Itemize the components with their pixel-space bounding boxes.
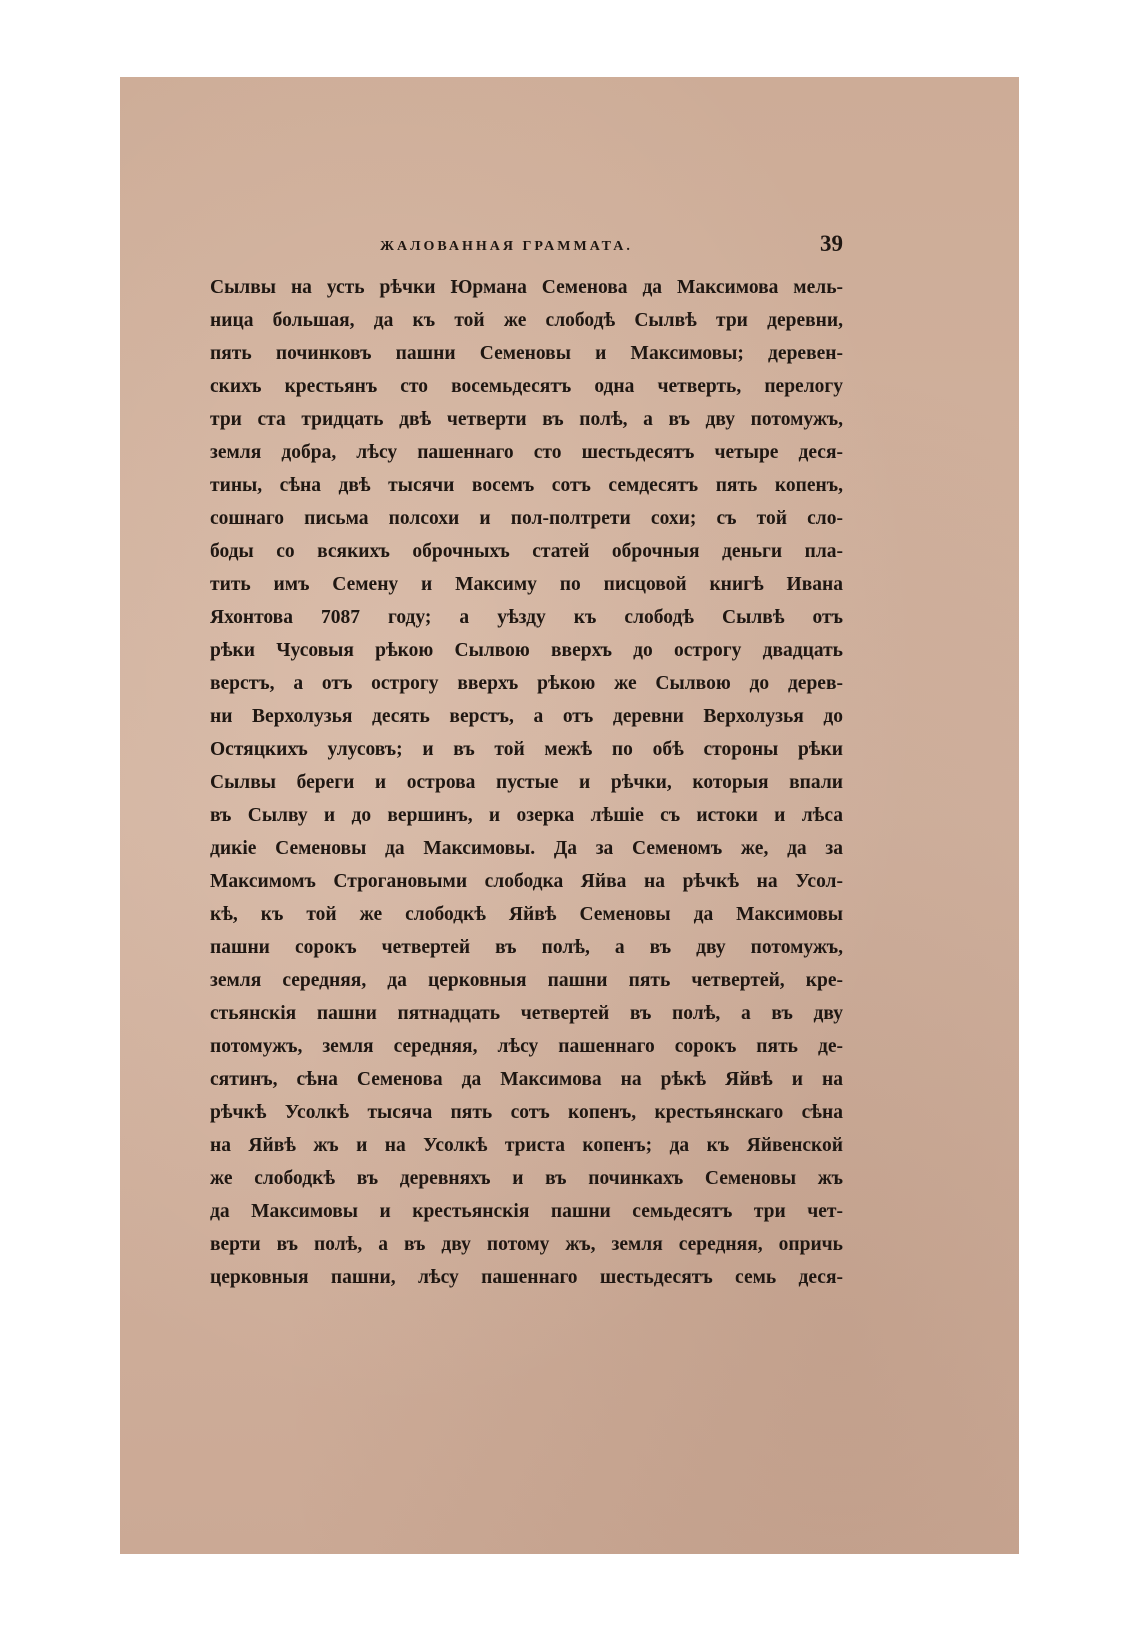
page-number: 39 [820, 231, 843, 256]
body-text [210, 271, 843, 1294]
text-line: церковныя пашни, лѣсу пашеннаго шестьдесятъ семь деся- [210, 1267, 843, 1288]
text-line: Яхонтова 7087 году; а уѣзду къ слободѣ Сылвѣ отъ [210, 607, 843, 628]
page-content [210, 227, 843, 1294]
text-line: Сылвы на усть рѣчки Юрмана Семенова да Максимова мель- [210, 277, 843, 298]
text-line: же слободкѣ въ деревняхъ и въ починкахъ Семеновы жъ [210, 1168, 843, 1189]
text-line: въ Сылву и до вершинъ, и озерка лѣшіе съ истоки и лѣса [210, 805, 843, 826]
text-line: да Максимовы и крестьянскія пашни семьдесятъ три чет- [210, 1201, 843, 1222]
text-line: потомужъ, земля середняя, лѣсу пашеннаго сорокъ пять де- [210, 1036, 843, 1057]
text-line: земля середняя, да церковныя пашни пять четвертей, кре- [210, 970, 843, 991]
text-line: рѣки Чусовыя рѣкою Сылвою вверхъ до острогу двадцать [210, 640, 843, 661]
text-line: дикіе Семеновы да Максимовы. Да за Семеномъ же, да за [210, 838, 843, 859]
text-line: пять починковъ пашни Семеновы и Максимовы; деревен- [210, 343, 843, 364]
text-line: верти въ полѣ, а въ дву потому жъ, земля середняя, опричь [210, 1234, 843, 1255]
text-line: Сылвы береги и острова пустые и рѣчки, которыя впали [210, 772, 843, 793]
text-line: боды со всякихъ оброчныхъ статей оброчныя деньги пла- [210, 541, 843, 562]
text-line: тины, сѣна двѣ тысячи восемъ сотъ семдесятъ пять копенъ, [210, 475, 843, 496]
text-line: Максимомъ Строгановыми слободка Яйва на рѣчкѣ на Усол- [210, 871, 843, 892]
text-line: пашни сорокъ четвертей въ полѣ, а въ дву потомужъ, [210, 937, 843, 958]
text-line: верстъ, а отъ острогу вверхъ рѣкою же Сылвою до дерев- [210, 673, 843, 694]
running-head [210, 227, 843, 267]
text-line: тить имъ Семену и Максиму по писцовой книгѣ Ивана [210, 574, 843, 595]
text-line: три ста тридцать двѣ четверти въ полѣ, а въ дву потомужъ, [210, 409, 843, 430]
text-line: сошнаго письма полсохи и пол-полтрети сохи; съ той сло- [210, 508, 843, 529]
text-line: рѣчкѣ Усолкѣ тысяча пять сотъ копенъ, крестьянскаго сѣна [210, 1102, 843, 1123]
text-line: ни Верхолузья десять верстъ, а отъ деревни Верхолузья до [210, 706, 843, 727]
text-line: Остяцкихъ улусовъ; и въ той межѣ по обѣ стороны рѣки [210, 739, 843, 760]
text-line: сятинъ, сѣна Семенова да Максимова на рѣкѣ Яйвѣ и на [210, 1069, 843, 1090]
running-title: ЖАЛОВАННАЯ ГРАММАТА. [380, 239, 633, 254]
text-line: стьянскія пашни пятнадцать четвертей въ полѣ, а въ дву [210, 1003, 843, 1024]
text-line: кѣ, къ той же слободкѣ Яйвѣ Семеновы да Максимовы [210, 904, 843, 925]
text-line: на Яйвѣ жъ и на Усолкѣ триста копенъ; да къ Яйвенской [210, 1135, 843, 1156]
scanned-page [120, 77, 1019, 1554]
text-line: земля добра, лѣсу пашеннаго сто шестьдесятъ четыре деся- [210, 442, 843, 463]
text-line: ница большая, да къ той же слободѣ Сылвѣ три деревни, [210, 310, 843, 331]
text-line: скихъ крестьянъ сто восемьдесятъ одна четверть, перелогу [210, 376, 843, 397]
